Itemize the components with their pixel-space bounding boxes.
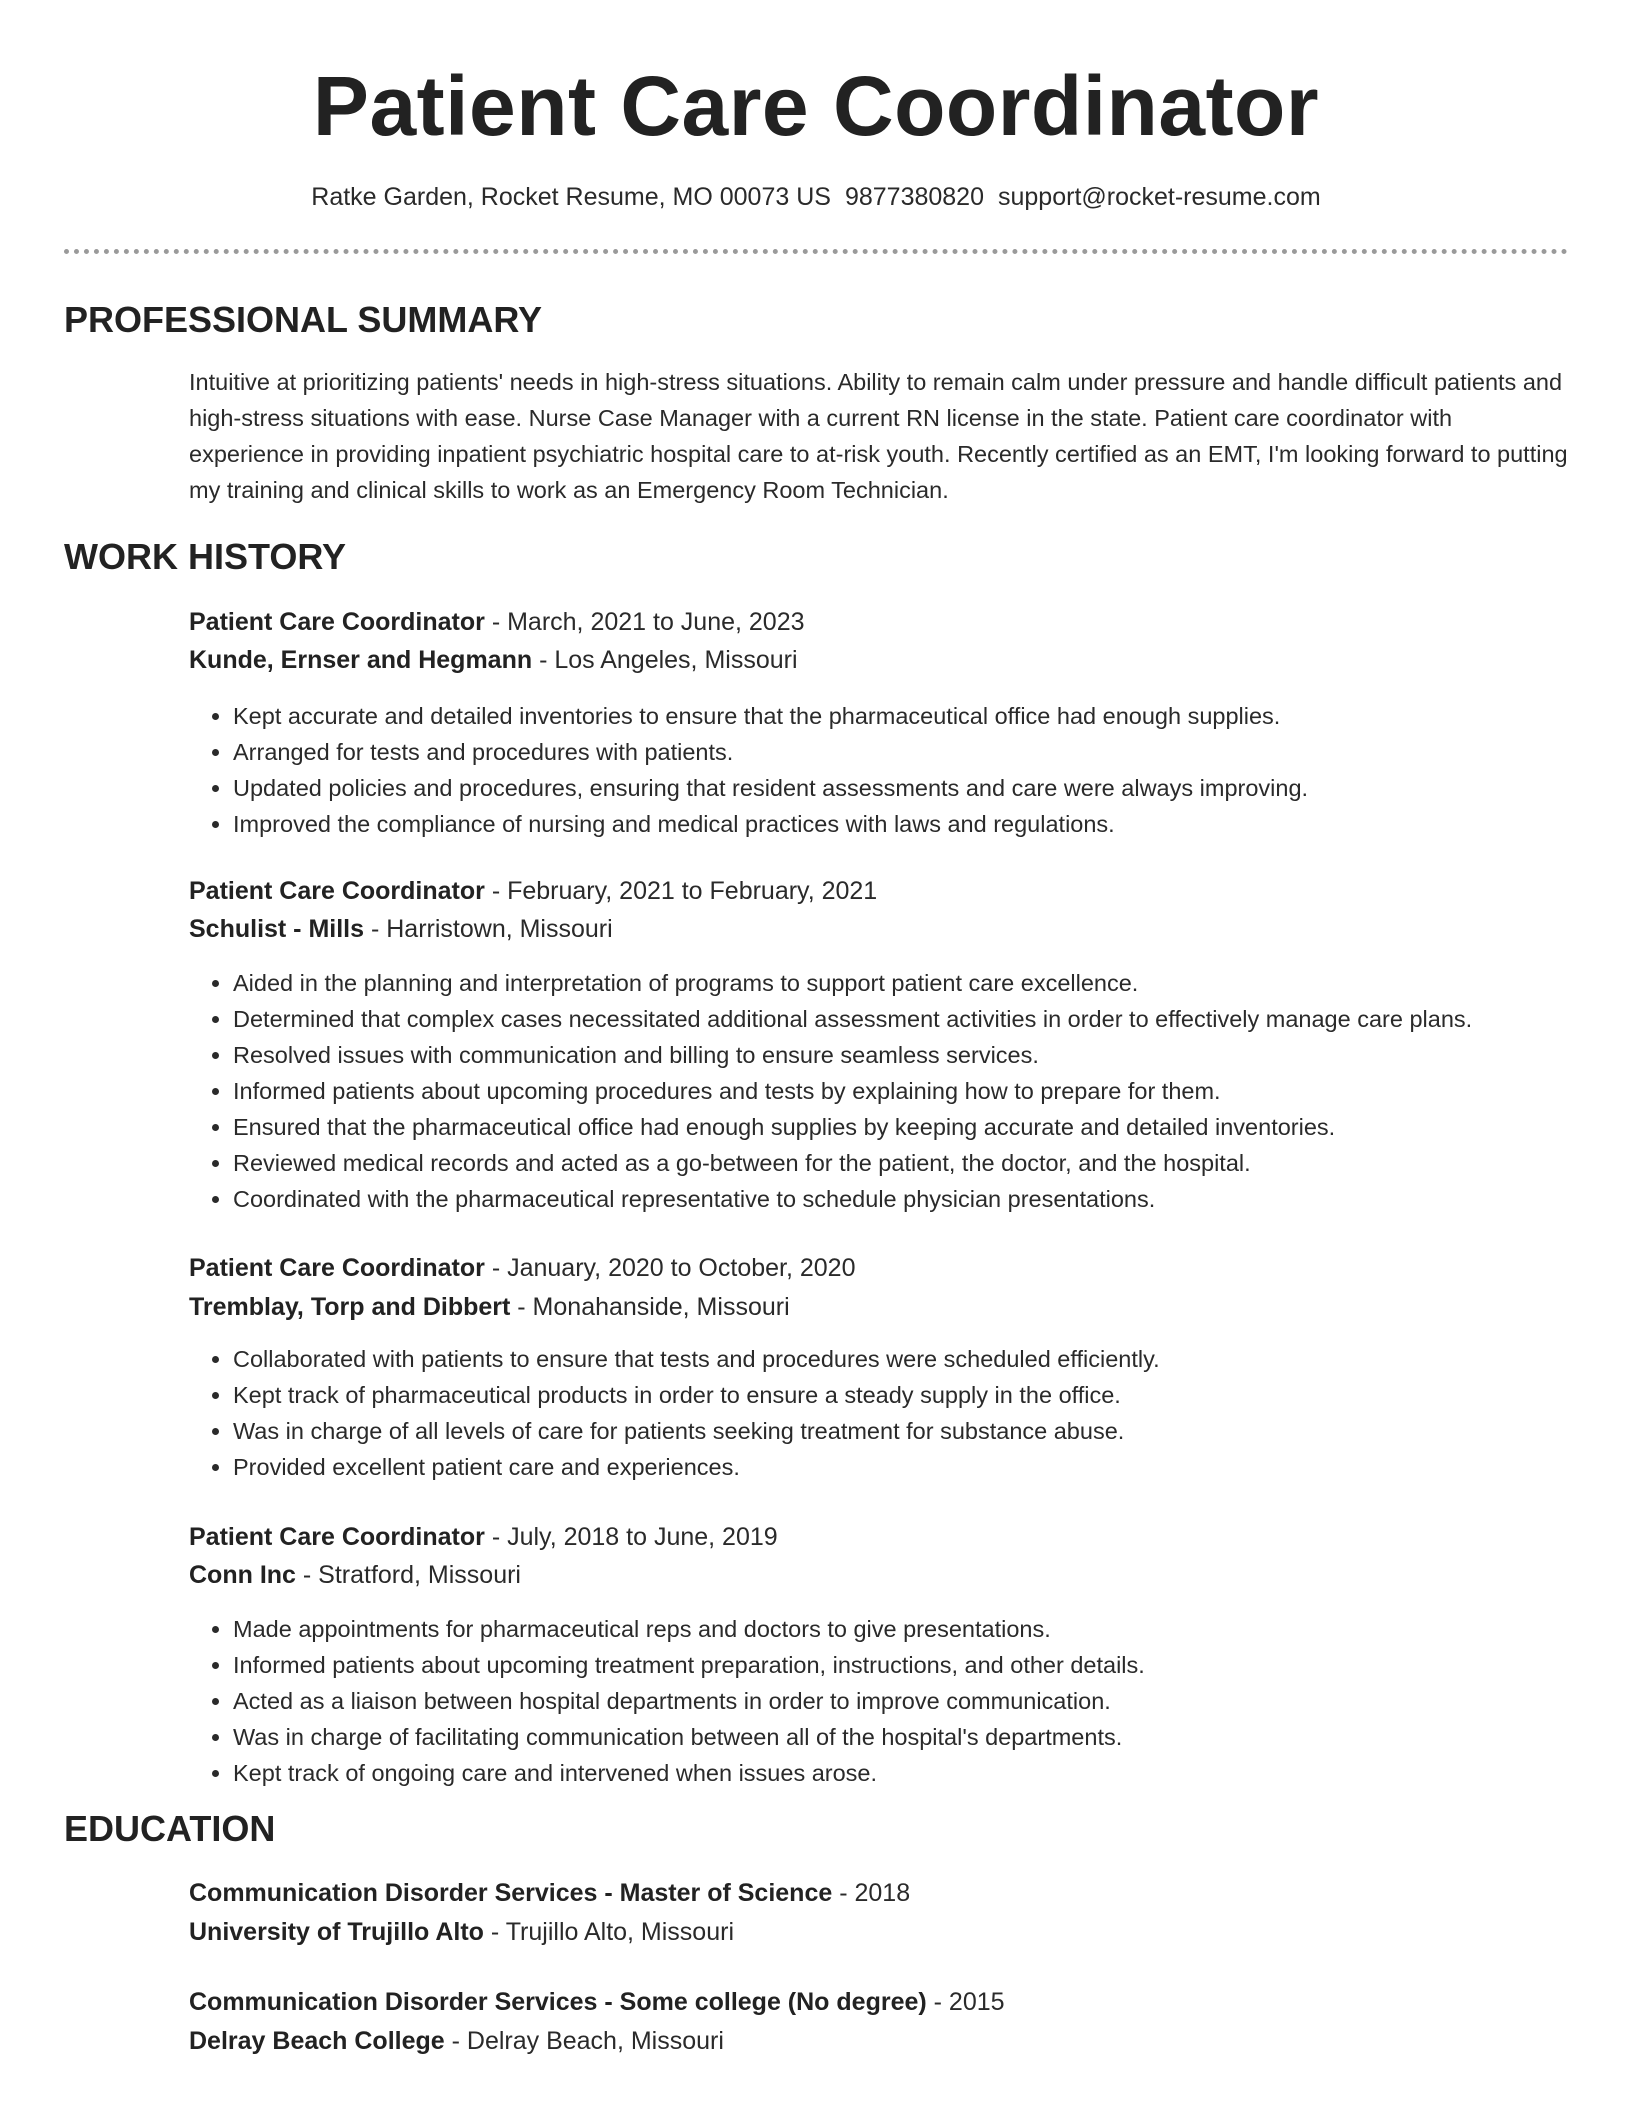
section-title-work: WORK HISTORY <box>64 536 347 577</box>
list-item: • Arranged for tests and procedures with patients. <box>233 734 1632 770</box>
list-item: • Resolved issues with communication and billing to ensure seamless services. <box>233 1037 1632 1073</box>
job-location: - Los Angeles, Missouri <box>532 646 798 674</box>
list-item: • Coordinated with the pharmaceutical representative to schedule physician presentations. <box>233 1181 1632 1217</box>
job-company: Schulist - Mills <box>189 915 365 943</box>
education-school-line <box>189 2023 724 2059</box>
job-title-line <box>189 873 877 909</box>
list-item: • Made appointments for pharmaceutical reps and doctors to give presentations. <box>233 1611 1632 1647</box>
education-school: Delray Beach College <box>189 2027 445 2055</box>
job-company: Kunde, Ernser and Hegmann <box>189 646 533 674</box>
list-item: • Acted as a liaison between hospital departments in order to improve communication. <box>233 1683 1632 1719</box>
job-location: - Monahanside, Missouri <box>510 1293 790 1321</box>
list-item: • Aided in the planning and interpretation of programs to support patient care excellence. <box>233 965 1632 1001</box>
contact-address: Ratke Garden, Rocket Resume, MO 00073 US <box>311 183 831 211</box>
education-school: University of Trujillo Alto <box>189 1918 484 1946</box>
summary-text: Intuitive at prioritizing patients' needs in high-stress situations. Ability to remain calm under pressure and handle difficult patients and high-stress situations with ease. Nurse Case Manager with a current RN license in the state. Patient care coordinator with experience in providing inpatient psychiatric hospital care to at-risk youth. Recently certified as an EMT, I'm looking forward to putting my training and clinical skills to work as an Emergency Room Technician. <box>189 369 1568 503</box>
job-title: Patient Care Coordinator <box>189 1523 485 1551</box>
list-item: • Kept track of pharmaceutical products in order to ensure a steady supply in the office. <box>233 1377 1632 1413</box>
list-item: • Kept accurate and detailed inventories to ensure that the pharmaceutical office had enough supplies. <box>233 698 1632 734</box>
job-company: Tremblay, Torp and Dibbert <box>189 1293 511 1321</box>
resume-name: Patient Care Coordinator <box>312 59 1320 153</box>
job-title: Patient Care Coordinator <box>189 877 485 905</box>
education-school-line <box>189 1914 734 1950</box>
list-item: • Was in charge of all levels of care for patients seeking treatment for substance abuse. <box>233 1413 1632 1449</box>
job-company-line <box>189 1557 521 1593</box>
header-divider <box>64 249 1568 254</box>
contact-email: support@rocket-resume.com <box>998 183 1321 211</box>
education-degree-line <box>189 1984 1005 2020</box>
education-degree: Communication Disorder Services - Master of Science <box>189 1879 833 1907</box>
list-item: • Informed patients about upcoming procedures and tests by explaining how to prepare for them. <box>233 1073 1632 1109</box>
job-title-line <box>189 1519 778 1555</box>
contact-line <box>0 180 1632 214</box>
job-title-line <box>189 604 805 640</box>
job-company-line <box>189 1289 790 1325</box>
list-item: • Kept track of ongoing care and intervened when issues arose. <box>233 1755 1632 1791</box>
education-degree: Communication Disorder Services - Some college (No degree) <box>189 1988 927 2016</box>
job-dates: - January, 2020 to October, 2020 <box>484 1254 856 1282</box>
job-company: Conn Inc <box>189 1561 296 1589</box>
education-year: - 2018 <box>832 1879 911 1907</box>
section-title-education: EDUCATION <box>64 1808 276 1849</box>
job-title: Patient Care Coordinator <box>189 608 485 636</box>
list-item: • Provided excellent patient care and experiences. <box>233 1449 1632 1485</box>
list-item: • Improved the compliance of nursing and medical practices with laws and regulations. <box>233 806 1632 842</box>
job-dates: - February, 2021 to February, 2021 <box>484 877 878 905</box>
job-title-line <box>189 1250 855 1286</box>
job-bullets <box>189 965 1632 1217</box>
job-dates: - July, 2018 to June, 2019 <box>484 1523 778 1551</box>
education-year: - 2015 <box>926 1988 1005 2016</box>
job-dates: - March, 2021 to June, 2023 <box>484 608 805 636</box>
list-item: • Reviewed medical records and acted as a go-between for the patient, the doctor, and the hospital. <box>233 1145 1632 1181</box>
job-bullets <box>189 1611 1632 1791</box>
job-location: - Harristown, Missouri <box>364 915 613 943</box>
list-item: • Collaborated with patients to ensure that tests and procedures were scheduled efficiently. <box>233 1341 1632 1377</box>
education-location: - Trujillo Alto, Missouri <box>483 1918 734 1946</box>
job-bullets <box>189 698 1632 842</box>
list-item: • Informed patients about upcoming treatment preparation, instructions, and other details. <box>233 1647 1632 1683</box>
job-title: Patient Care Coordinator <box>189 1254 485 1282</box>
list-item: • Determined that complex cases necessitated additional assessment activities in order to effectively manage care plans. <box>233 1001 1632 1037</box>
contact-phone: 9877380820 <box>844 183 984 211</box>
list-item: • Ensured that the pharmaceutical office had enough supplies by keeping accurate and detailed inventories. <box>233 1109 1632 1145</box>
job-bullets <box>189 1341 1632 1485</box>
job-company-line <box>189 911 613 947</box>
section-title-summary: PROFESSIONAL SUMMARY <box>64 299 543 340</box>
job-location: - Stratford, Missouri <box>295 1561 521 1589</box>
education-degree-line <box>189 1875 910 1911</box>
list-item: • Was in charge of facilitating communication between all of the hospital's departments. <box>233 1719 1632 1755</box>
education-location: - Delray Beach, Missouri <box>444 2027 724 2055</box>
list-item: • Updated policies and procedures, ensuring that resident assessments and care were always improving. <box>233 770 1632 806</box>
job-company-line <box>189 642 798 678</box>
